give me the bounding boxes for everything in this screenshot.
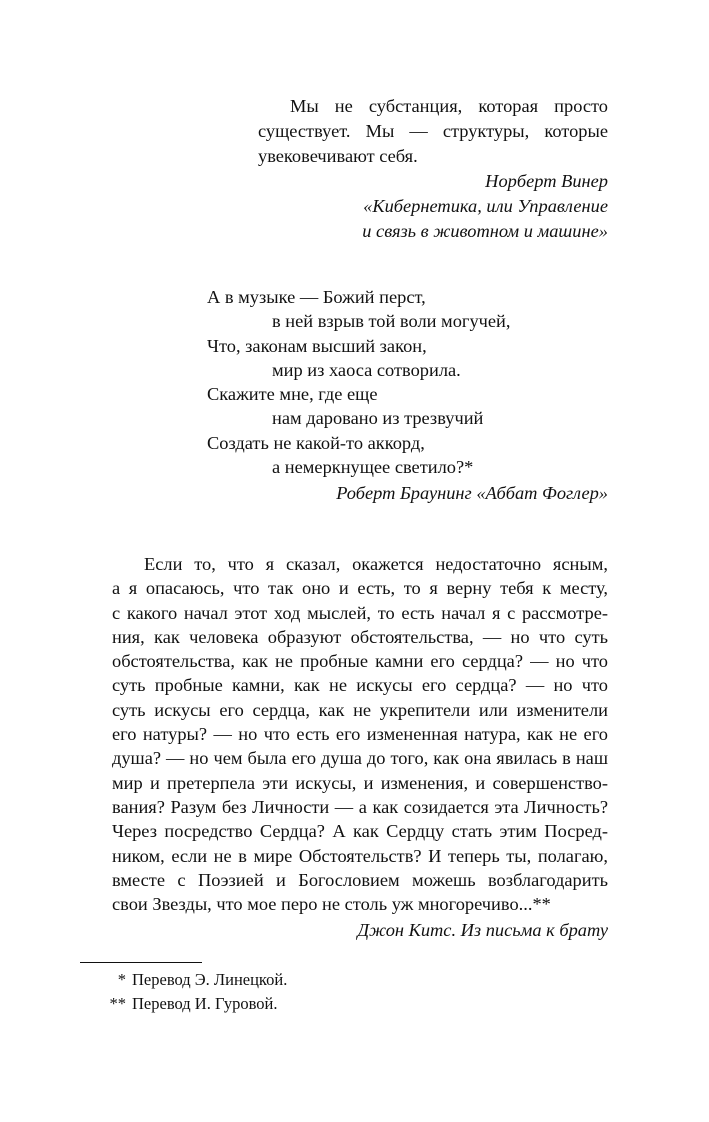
poem-line: нам даровано из трезвучий xyxy=(272,408,484,429)
epigraph-source: «Кибернетика, или Управление xyxy=(363,196,608,216)
quote-line: Мы не субстанция, которая просто xyxy=(290,96,608,116)
prose-line: с какого начал этот ход мыслей, то есть начал я с рассмотре- xyxy=(112,602,608,623)
prose-line: суть пробные камни, как не искусы его сердца? — но что xyxy=(112,675,608,696)
epigraph-attribution: Роберт Браунинг «Аббат Фоглер» xyxy=(336,483,608,504)
prose-line: ния, как человека образуют обстоятельства, — но что суть xyxy=(112,626,608,647)
footnotes xyxy=(100,968,500,1016)
prose-line: Через посредство Сердца? А как Сердцу стать этим Посред- xyxy=(112,821,608,842)
poem-line: Создать не какой-то аккорд, xyxy=(207,432,425,453)
footnote-mark: ** xyxy=(109,994,126,1013)
poem-line: А в музыке — Божий перст, xyxy=(207,287,426,307)
prose-line: обстоятельства, как не пробные камни его сердца? — но что xyxy=(112,651,608,672)
prose-line: мир и претерпела эти искусы, и изменения, и совершенство- xyxy=(112,772,608,793)
footnote-text: Перевод И. Гуровой. xyxy=(132,994,278,1013)
prose-line: его натуры? — но что есть его измененная натура, как не его xyxy=(112,724,608,745)
quote-line: увековечивают себя. xyxy=(258,146,418,166)
poem-line: в ней взрыв той воли могучей, xyxy=(272,311,511,332)
footnote-text: Перевод Э. Линецкой. xyxy=(132,970,288,989)
prose-line: Если то, что я сказал, окажется недостаточно ясным, xyxy=(144,554,608,574)
footnote-mark: * xyxy=(117,970,126,989)
poem-line: Скажите мне, где еще xyxy=(207,384,378,405)
prose-line: а я опасаюсь, что так оно и есть, то я верну тебя к месту, xyxy=(112,578,608,599)
epigraph-browning xyxy=(207,285,608,506)
epigraph-attribution: Джон Китс. Из письма к брату xyxy=(357,920,608,941)
prose-line: ником, если не в мире Обстоятельств? И теперь ты, полагаю, xyxy=(112,845,608,866)
prose-line: суть искусы его сердца, как не укрепители или изменители xyxy=(112,699,608,720)
poem-line: а немеркнущее светило?* xyxy=(272,457,474,478)
epigraph-wiener xyxy=(258,94,608,244)
poem-line: Что, законам высший закон, xyxy=(207,335,427,356)
epigraph-author: Норберт Винер xyxy=(485,171,608,191)
epigraph-keats xyxy=(112,552,608,943)
prose-line: свои Звезды, что мое перо не столь уж многоречиво...** xyxy=(112,894,551,915)
prose-line: душа? — но чем была его душа до того, как она явилась в наш xyxy=(112,748,608,769)
quote-line: существует. Мы — структуры, которые xyxy=(258,121,608,141)
prose-line: вания? Разум без Личности — а как созидается эта Личность? xyxy=(112,796,608,817)
footnote xyxy=(100,968,500,992)
footnote xyxy=(100,992,500,1016)
prose-line: вместе с Поэзией и Богословием можешь возблагодарить xyxy=(112,869,608,890)
epigraph-source: и связь в животном и машине» xyxy=(362,221,608,241)
footnote-divider xyxy=(80,962,202,963)
poem-line: мир из хаоса сотворила. xyxy=(272,359,461,380)
